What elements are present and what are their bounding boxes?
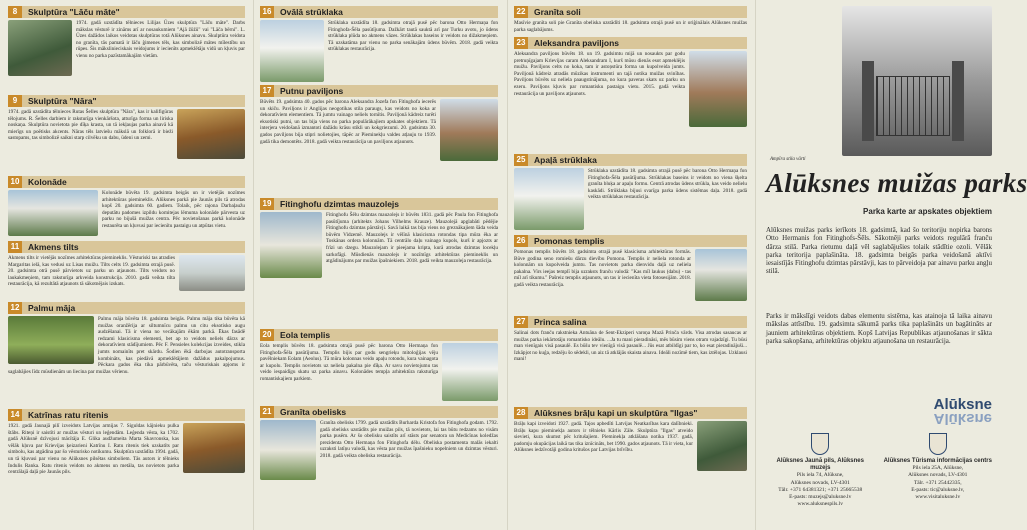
page-subtitle: Parka karte ar apskates objektiem — [863, 207, 992, 216]
section-header — [8, 95, 245, 107]
section-text: Granīta obelisks 1799. gadā uzstādīts Burharda Kristofa fon Fitinghofa godam. 1792. gadā obelisks uzstādīts pie muižas pils, tā novietots, lai tas būtu redzams no visām parka pusēm. Ar šo obelisku saistīts arī stāsts par senatora un Medicīnas koledžas prezidenta Otto Hermaņa fon Fitinghofa dēlu. Obeliska postamenta malās iekalti uzraksti latīņu valodā, kas vēsta par muižas īpašnieku nopelniem un dzimtas vēsturi. 2018. gadā veikta obeliska restaurācija. — [320, 420, 498, 459]
section-title: Granīta soli — [528, 6, 747, 18]
crest-icon — [811, 433, 829, 455]
contact-email[interactable]: E-pasts: muzejs@aluksne.lv — [789, 494, 852, 501]
section-header — [8, 176, 245, 188]
colonnade-photo — [8, 190, 98, 236]
mausoleum-photo — [260, 212, 322, 278]
section-text: 1974. gadā uzstādīta tēlnieces Lilijas Ūzes skulptūra "Lāču māte". Darbs mākslas vēsturē ir zināms arī ar nosaukumiem "Ajā žūžū" vai "Lāča bērni". L. Ūzes dažādos laikos veidotas skulptūras rotā Alūksnes ainavu. Skulptūra veidota no granīta, tās pamatā ir lāču ģimenes tēls, kas simbolizē mātes mīlestību un rūpes. Šis mākslinieciskais veidojums ir iecienīts apmeklētāju vidū un kļuvis par vienu no parka pazīstamākajām vietām. — [76, 20, 245, 59]
section-title: Eola templis — [274, 329, 498, 341]
section-title: Skulptūra "Nāra" — [22, 95, 245, 107]
section-14 — [8, 409, 245, 481]
photo-caption: Ampīra stila vārti — [770, 157, 806, 162]
section-number: 19 — [260, 198, 274, 210]
section-number: 22 — [514, 6, 528, 18]
column-3 — [507, 0, 752, 530]
section-number: 28 — [514, 407, 528, 419]
section-number: 16 — [260, 6, 274, 18]
column-1 — [0, 0, 250, 530]
section-10 — [8, 176, 245, 238]
page-title: Alūksnes muižas parks — [766, 168, 1027, 198]
section-header — [260, 406, 498, 418]
section-title: Alūksnes brāļu kapi un skulptūra "Ilgas" — [528, 407, 747, 419]
section-number: 27 — [514, 316, 528, 328]
section-header — [8, 302, 245, 314]
section-text: Akmens tilts ir vietējās nozīmes arhitektūras piemineklis. Vēsturiski tas atradies Margaritas ielā, kas vedusi uz Lisas muižu. Tilts celts 19. gadsimta otrajā pusē. 20. gadsimta otrā pusē pārvietots uz parku un atjaunots. Tilts veidots no laukakmeņiem, tam raksturīga arkveida konstrukcija. 2010. gadā veikta tilta restaurācija, kā rezultātā atjaunots tā sākotnējais izskats. — [8, 255, 175, 288]
section-25 — [514, 154, 747, 232]
section-20 — [260, 329, 498, 403]
bird-pavilion-photo — [440, 99, 498, 161]
section-header — [514, 154, 747, 166]
contact-website[interactable]: www.aluksnespils.lv — [797, 501, 843, 508]
contacts — [766, 433, 992, 508]
contact-phone: Tālr. +371 64381321; +371 25665538 — [778, 486, 863, 493]
contact-phone: Tālr. +371 25442335, — [913, 479, 962, 486]
section-26 — [514, 235, 747, 313]
bear-sculpture-photo — [8, 20, 72, 76]
contact-address-2: Alūksnes novads, LV-4301 — [790, 479, 850, 486]
section-text: Kolonāde būvēta 19. gadsimta beigās un ir vietējās nozīmes arhitektūras piemineklis. Alūksnes parkā pie Jaunās pils tā atrodas kopš 20. gadsimta 60. gadiem. Tolaik, pēc rajona Darbaļaužu deputātu padomes izpildu komitejas lēmuma kolonāde pārvesta uz parku no bijušā muižas centra. Pēc novietošanas parkā kolonāde restaurēta un kļuvusi par iecienītu pastaigu un atpūtas vietu. — [102, 190, 245, 229]
stone-bridge-photo — [179, 255, 245, 291]
brothers-cemetery-photo — [697, 421, 747, 471]
section-12 — [8, 302, 245, 406]
section-22 — [514, 6, 747, 34]
section-number: 21 — [260, 406, 274, 418]
section-text: Salinai dots franču rakstnieka Antuāna de Sent-Ekziperi varoņa Mazā Prinča vārds. Visa atrodas sasaucas ar muižas parka iekārtotāju romantisko ideālu. ...Ja tu mani pieradināsi, mēs būsim viens otram vajadzīgi. Tu būsi man vienīgais visā pasaulē. Es būšu tev vienīgā visā pasaulē... Jūs esat atbildīgi par to, ko esat pieradinājuši... Izkāpjot no kuģa, redzēju šo sēdekli, un aiz tā atklājās skaista ainava. Ideāli nozīmē tiem, kas iztēlojas. Uzklausi mani! — [514, 330, 747, 363]
section-header — [260, 329, 498, 341]
section-title: Apaļā strūklaka — [528, 154, 747, 166]
mermaid-sculpture-photo — [177, 109, 245, 159]
section-number: 10 — [8, 176, 22, 188]
round-fountain-photo — [514, 168, 584, 230]
section-17 — [260, 85, 498, 195]
section-28 — [514, 407, 747, 479]
aluksne-logo — [766, 396, 992, 427]
intro-paragraph-2: Parks ir mākslīgi veidots dabas elementu sistēma, kas atainoja tā laika ainavu mākslas attīstību. 19. gadsimta sākumā parks tika paplašināts un bagātināts ar jauniem arhitektūras objektiem. Kopš Latvijas Republikas atjaunošanas ir sākta parka sakopšana, arhitektūras objektu atjaunošana un restaurācija. — [766, 312, 992, 345]
oval-fountain-photo — [260, 20, 324, 82]
aeolus-temple-photo — [442, 343, 498, 401]
section-title: Katrīnas ratu ritenis — [22, 409, 245, 421]
contact-address-1: Pils iela 25A, Alūksne, — [912, 465, 964, 472]
contact-tourism — [884, 433, 992, 508]
section-title: Pomonas templis — [528, 235, 747, 247]
section-text: Pomonas templis būvēts 18. gadsimta otrajā pusē klasicisma arhitektūras formās. Būve godina seno romiešu dārzu dievību Pomonu. Templis ir neliela rotonda ar kolonnām un kupolveida jumtu. Tas novietots parka dienvidu daļā uz neliela pakalna. Virs ieejas templī bija uzraksts franču valodā: "Kas mīl laukus (dabu) - tas mīl arī tikumu." Pašreiz templis atjaunots, un tas ir iecienīta vieta fotosesijām. 2018. gadā veikta restaurācija. — [514, 249, 691, 288]
section-text: Fitinghofu Šēlu dzimtas mauzolejs ir būvēts 1831. gadā pēc Paula fon Fitinghofa pasūtījuma (arhitekts Johans Vilhelms Krauze). Mauzolejā apglabāti pēdējie Fitinghofu dzimtas pārstāvji. Savā laikā tas bija viens no greznākajiem šāda veida būvēm Vidzemē. Mauzolejs ir vēlīnā klasicisma rotondas tipa mūra ēka ar Toskānas ordera kolonnām. Tā centrālo daļu vainago kupols, kurš ir apjozts ar frīzi un dzegu. Mauzolejam ir pieejama kripta, kurā atrodas dzimtas locekļu sarkofāgi. Mūsdienās mauzolejs ir nozīmīgs arhitektūras piemineklis un atgādinājums par muižas īpašniekiem. 2018. gadā veikta mauzoleja restaurācija. — [326, 212, 498, 265]
section-header — [260, 6, 498, 18]
section-number: 12 — [8, 302, 22, 314]
contact-name: Alūksnes Jaunā pils, Alūksnes muzejs — [776, 458, 864, 472]
section-title: Fitinghofu dzimtas mauzolejs — [274, 198, 498, 210]
section-header — [8, 6, 245, 18]
section-text: 1921. gadā Jaunajā pilī izveidots Latvijas armijas 7. Siguldas kājnieku pulka štābs. Riteņi ir saistīti ar muižas vēsturi un leģendām. Leģenda vēsta, ka 1702. gadā Alūksnē dzīvojusi mācītāja E. Glika audžumeita Marta Skavronska, kas vēlāk kļuva par Krievijas ķeizarieni Katrīnu I. Ratu ritenis tiek uzskatīts par simbolu, kas atgādina par šo vēsturisko notikumu. Skulptūra uzstādīta 1994. gadā, un tā kļuvusi par vienu no Alūksnes pilsētas simboliem. Tās autors ir tēlnieks Indulis Ranka. Ratu ritenis veidots no akmens un metāla, tas novietots parka centrālajā daļā pie Jaunās pils. — [8, 423, 179, 476]
section-16 — [260, 6, 498, 82]
empire-gate-photo — [842, 6, 992, 156]
section-title: Princa salina — [528, 316, 747, 328]
intro-paragraph-1: Alūksnes muižas parks ierīkots 18. gadsimtā, kad šo teritoriju nopirka barons Otto Hermanis fon Fitinghofs-Šēls. Sākotnēji parks veidots regulārā franču dārza stilā. Parka rietumu daļā vēl saglabājušies tolaik stādītie ozoli. Vēlāk parka teritorija paplašināta. 18. gadsimta beigās parka veidošanā aktīvi iesaistījās Fitinghofu dzimtas pārstāvji, kas to pārveidoja par ainavu parku angļu stilā. — [766, 226, 992, 276]
section-header — [8, 409, 245, 421]
pomona-temple-photo — [695, 249, 747, 301]
section-text: Būvēts 19. gadsimta 40. gados pēc barona Aleksandra Jozefa fon Fitinghofa iecerēs un skiču. Paviljons ir Anglijas neogotikas stila paraugs, kas veidots no koka ar dekoratīviem elementiem. Tā jumtu vainago neliels tornītis. Paviljonā kādreiz turēti eksotiski putni, un tas bija viens no parka populārākajiem apskates objektiem. Tā interjera veidošanā izmantoti dažādu krāsu stikli un kokgriezumi. 20. gadsimta 30. gados paviljons bija stipri nolietojies, tāpēc ar Pieminekļu valdes atļauju to 1939. gadā tika demontēts. 2018. gadā veikta restaurācija un paviljons atjaunots. — [260, 99, 436, 145]
section-header — [514, 407, 747, 419]
section-9 — [8, 95, 245, 173]
column-4 — [755, 0, 1027, 530]
section-11 — [8, 241, 245, 299]
section-number: 23 — [514, 37, 528, 49]
section-text: Masīvie granīta soli pie Granīta obeliska uzstādīti 18. gadsimta otrajā pusē un ir oriģinālais Alūksnes muižas parka saglabājums. — [514, 20, 747, 33]
logo-reflection: Alūksne — [933, 410, 992, 427]
section-title: Granīta obelisks — [274, 406, 498, 418]
section-text: Brāļu kapi izveidoti 1927. gadā. Tajos apbedīti Latvijas Neatkarības kara dalībnieki. Brāļu kapu pieminekļa autors ir tēlnieks Kārlis Zāle. Skulptūra "Ilgas" atveido sievieti, kura skumst pēc kritušajiem. Pieminekļa atklāšana notika 1937. gadā, padomju okupācijas laikā tas tika iznīcināts, bet 1990. gados atjaunots. Tā ir vieta, kur Alūksnes iedzīvotāji godina kritušos par Latvijas brīvību. — [514, 421, 693, 454]
alexander-pavilion-photo — [689, 51, 747, 127]
section-number: 25 — [514, 154, 528, 166]
section-number: 14 — [8, 409, 22, 421]
section-title: Akmens tilts — [22, 241, 245, 253]
palm-house-photo — [8, 316, 94, 364]
contact-email[interactable]: E-pasts: tic@aluksne.lv, — [911, 486, 965, 493]
section-header — [514, 316, 747, 328]
section-header — [260, 198, 498, 210]
section-number: 11 — [8, 241, 22, 253]
section-header — [260, 85, 498, 97]
section-title: Skulptūra "Lāču māte" — [22, 6, 245, 18]
logo-text: Alūksne — [933, 396, 992, 413]
crest-icon — [929, 433, 947, 455]
section-8 — [8, 6, 245, 92]
section-title: Palmu māja — [22, 302, 245, 314]
section-number: 20 — [260, 329, 274, 341]
section-header — [514, 6, 747, 18]
section-number: 26 — [514, 235, 528, 247]
contact-address-2: Alūksnes novads, LV-4301 — [908, 472, 968, 479]
contact-museum — [766, 433, 874, 508]
section-27 — [514, 316, 747, 404]
contact-website[interactable]: www.visitaluksne.lv — [915, 494, 961, 501]
section-23 — [514, 37, 747, 151]
section-19 — [260, 198, 498, 326]
section-text: Palmu māja būvēta 18. gadsimta beigās. Palmu māja tika būvēta kā muižas oranžērija ar siltumnīcu palmu un citu eksotisko augu audzēšanai. Tā ir viena no vecākajām ēkām parkā. Ēkas fasādē redzami klasicisma elementi, bet ap to veidots neliels dārzs ar dekoratīviem stādījumiem. Pēc F. Pensieles kolekcijas izveides, stikla jumts nomainīts pret skārdu. Šodien ēkā darbojas autotransporta kombināts, kas piedāvā apmeklētājiem dažādus pakalpojumus. Pēckara gados ēka tika pārbūvēta, taču vēsturiskais apjoms ir saglabājies līdz mūsdienām un liecina par muižas vērienu. — [8, 316, 245, 375]
section-header — [514, 37, 747, 49]
contact-address-1: Pils iela 74, Alūksne, — [796, 472, 844, 479]
section-text: Aleksandra paviljons būvēts 18. un 19. gadsimtu mijā un nosaukts par godu pretruņīgajam Krievijas caram Aleksandram I, kurš mūsu dienās esot apmeklējis muižu. Paviljons celts no koka, tam ir astoņstūra forma un kupolveida jumts. Paviljonā kādreiz atradās mūzikas instrumenti un tajā notika muižas svinības. Paviljons būvēts uz neliela paaugstinājuma, no kura paveras skats uz parku un ezeru. Paviljons kļuvis par romantisku pastaigu vietu. 2015. gadā veikta restaurācija un paviljons atjaunots. — [514, 51, 685, 97]
section-title: Aleksandra paviljons — [528, 37, 747, 49]
section-text: Strūklaka uzstādīta 18. gadsimta otrajā pusē pēc barona Otto Hermaņa fon Fitinghofa-Šēla pasūtījuma. Strūklakas baseins ir veidots no viena šķelta granīta bluķa ar apaļu formu. Centrā atrodas ūdens strūkla, kas veido nelielu kaskādi. Strūklaka bijusi svarīga parka ūdens sistēmas daļa. 2018. gadā veikta strūklakas restaurācija. — [588, 168, 747, 201]
granite-obelisk-photo — [260, 420, 316, 480]
section-number: 9 — [8, 95, 22, 107]
section-number: 17 — [260, 85, 274, 97]
column-2 — [253, 0, 503, 530]
section-title: Ovālā strūklaka — [274, 6, 498, 18]
section-title: Putnu paviljons — [274, 85, 498, 97]
contact-name: Alūksnes Tūrisma informācijas centrs — [883, 458, 992, 464]
section-header — [8, 241, 245, 253]
gate-photo-wrap — [766, 6, 992, 156]
section-header — [514, 235, 747, 247]
section-text: Strūklaka uzstādīta 18. gadsimta otrajā pusē pēc barona Otto Hermaņa fon Fitinghofa-Šēla pasūtījuma. Dažkārt tautā sauktā arī par Turku avotu, jo ūdens strūklaka plūda no akmens vāzes. Strūklakas baseins ir veidots no dižakmeņiem. Tā uzskatāma par vienu no parka senākajām ūdens būvēm. 2018. gadā veikta strūklakas restaurācija. — [328, 20, 498, 53]
section-21 — [260, 406, 498, 482]
section-title: Kolonāde — [22, 176, 245, 188]
section-number: 8 — [8, 6, 22, 18]
section-text: 1974. gadā uzstādīta tēlnieces Rutas Šelles skulptūra "Nāra", kas ir kalifigūras tēlojums. R. Šelles darbiem ir raksturīga vienkāršota, atturīga forma un liriska noskaņa. Skulptūra novietota pie dīķa krasta, un tā iekļaujas parka ainavā kā mierīgs un poētisks akcents. Nāras tēls latviešu mākslā un folklorā ir bieži sastopams, tas simbolizē saikni starp cilvēku un dabu, ūdeni un zemi. — [8, 109, 173, 142]
section-text: Eola templis būvēts 18. gadsimta otrajā pusē pēc barona Otto Hermaņa fon Fitinghofa-Šēla pasūtījuma. Templis bijis par godu sengrieķu mitoloģijas vēju pavēlniekam Eolam (Aeolus). Tā mūra kolonnas veido apaļu rotondu, kura vainagota ar kupolu. Templis novietots uz neliela pakalna pie dīķa. Ar savu novietojumu tas veido iespaidīgu skatu uz parka ainavu. Kolonādes tempļa arhitektūra raksturīga romantiskajiem parkiem. — [260, 343, 438, 382]
wheel-sculpture-photo — [183, 423, 245, 473]
